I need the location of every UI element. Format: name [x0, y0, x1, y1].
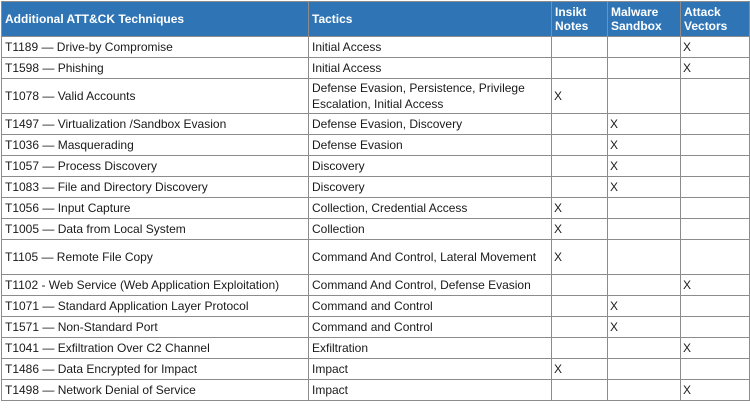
sandbox-cell [608, 240, 681, 275]
header-row [2, 2, 750, 37]
sandbox-cell: X [608, 114, 681, 135]
tactics-cell: Command And Control, Lateral Movement [309, 240, 552, 275]
insikt-cell: X [552, 79, 608, 114]
sandbox-cell: X [608, 296, 681, 317]
technique-cell: T1598 — Phishing [2, 58, 309, 79]
technique-cell: T1057 — Process Discovery [2, 156, 309, 177]
tactics-cell: Defense Evasion, Persistence, Privilege Escalation, Initial Access [309, 79, 552, 114]
tactics-cell: Discovery [309, 177, 552, 198]
table-row [2, 79, 750, 114]
table-row [2, 275, 750, 296]
header-malware-sandbox: Malware Sandbox [608, 2, 681, 37]
sandbox-cell: X [608, 156, 681, 177]
insikt-cell [552, 317, 608, 338]
insikt-cell [552, 380, 608, 401]
sandbox-cell [608, 198, 681, 219]
header-insikt-notes: Insikt Notes [552, 2, 608, 37]
vectors-cell [681, 135, 750, 156]
technique-cell: T1105 — Remote File Copy [2, 240, 309, 275]
table-body [2, 37, 750, 401]
sandbox-cell [608, 359, 681, 380]
header-tactics: Tactics [309, 2, 552, 37]
technique-cell: T1083 — File and Directory Discovery [2, 177, 309, 198]
vectors-cell [681, 198, 750, 219]
table-row [2, 37, 750, 58]
vectors-cell [681, 317, 750, 338]
tactics-cell: Exfiltration [309, 338, 552, 359]
vectors-cell [681, 156, 750, 177]
table-row [2, 135, 750, 156]
vectors-cell [681, 296, 750, 317]
technique-cell: T1056 — Input Capture [2, 198, 309, 219]
insikt-cell [552, 37, 608, 58]
technique-cell: T1071 — Standard Application Layer Protocol [2, 296, 309, 317]
insikt-cell [552, 338, 608, 359]
table-row [2, 177, 750, 198]
sandbox-cell [608, 58, 681, 79]
tactics-cell: Initial Access [309, 37, 552, 58]
tactics-cell: Impact [309, 359, 552, 380]
tactics-cell: Defense Evasion [309, 135, 552, 156]
tactics-cell: Command and Control [309, 317, 552, 338]
sandbox-cell: X [608, 135, 681, 156]
insikt-cell [552, 58, 608, 79]
tactics-cell: Command And Control, Defense Evasion [309, 275, 552, 296]
technique-cell: T1041 — Exfiltration Over C2 Channel [2, 338, 309, 359]
technique-cell: T1102 - Web Service (Web Application Exploitation) [2, 275, 309, 296]
table-row [2, 296, 750, 317]
table-row [2, 198, 750, 219]
tactics-cell: Impact [309, 380, 552, 401]
technique-cell: T1078 — Valid Accounts [2, 79, 309, 114]
insikt-cell [552, 114, 608, 135]
insikt-cell: X [552, 198, 608, 219]
table-row [2, 359, 750, 380]
header-technique: Additional ATT&CK Techniques [2, 2, 309, 37]
vectors-cell: X [681, 58, 750, 79]
table-row [2, 317, 750, 338]
insikt-cell: X [552, 359, 608, 380]
tactics-cell: Discovery [309, 156, 552, 177]
tactics-cell: Command and Control [309, 296, 552, 317]
sandbox-cell [608, 37, 681, 58]
tactics-cell: Defense Evasion, Discovery [309, 114, 552, 135]
table-row [2, 338, 750, 359]
technique-cell: T1036 — Masquerading [2, 135, 309, 156]
vectors-cell [681, 240, 750, 275]
vectors-cell [681, 114, 750, 135]
table-row [2, 240, 750, 275]
sandbox-cell [608, 338, 681, 359]
insikt-cell [552, 296, 608, 317]
table-row [2, 156, 750, 177]
attack-techniques-table [1, 1, 750, 401]
vectors-cell: X [681, 380, 750, 401]
table-row [2, 380, 750, 401]
technique-cell: T1571 — Non-Standard Port [2, 317, 309, 338]
technique-cell: T1497 — Virtualization /Sandbox Evasion [2, 114, 309, 135]
table-row [2, 58, 750, 79]
vectors-cell: X [681, 275, 750, 296]
vectors-cell: X [681, 338, 750, 359]
table-row [2, 114, 750, 135]
table-row [2, 219, 750, 240]
sandbox-cell: X [608, 317, 681, 338]
technique-cell: T1498 — Network Denial of Service [2, 380, 309, 401]
insikt-cell: X [552, 219, 608, 240]
technique-cell: T1189 — Drive-by Compromise [2, 37, 309, 58]
sandbox-cell [608, 275, 681, 296]
tactics-cell: Collection [309, 219, 552, 240]
header-attack-vectors: Attack Vectors [681, 2, 750, 37]
vectors-cell [681, 219, 750, 240]
insikt-cell [552, 135, 608, 156]
insikt-cell [552, 156, 608, 177]
insikt-cell [552, 275, 608, 296]
technique-cell: T1005 — Data from Local System [2, 219, 309, 240]
tactics-cell: Collection, Credential Access [309, 198, 552, 219]
sandbox-cell [608, 79, 681, 114]
vectors-cell [681, 359, 750, 380]
vectors-cell [681, 79, 750, 114]
vectors-cell [681, 177, 750, 198]
vectors-cell: X [681, 37, 750, 58]
technique-cell: T1486 — Data Encrypted for Impact [2, 359, 309, 380]
sandbox-cell: X [608, 177, 681, 198]
insikt-cell [552, 177, 608, 198]
sandbox-cell [608, 219, 681, 240]
sandbox-cell [608, 380, 681, 401]
insikt-cell: X [552, 240, 608, 275]
tactics-cell: Initial Access [309, 58, 552, 79]
